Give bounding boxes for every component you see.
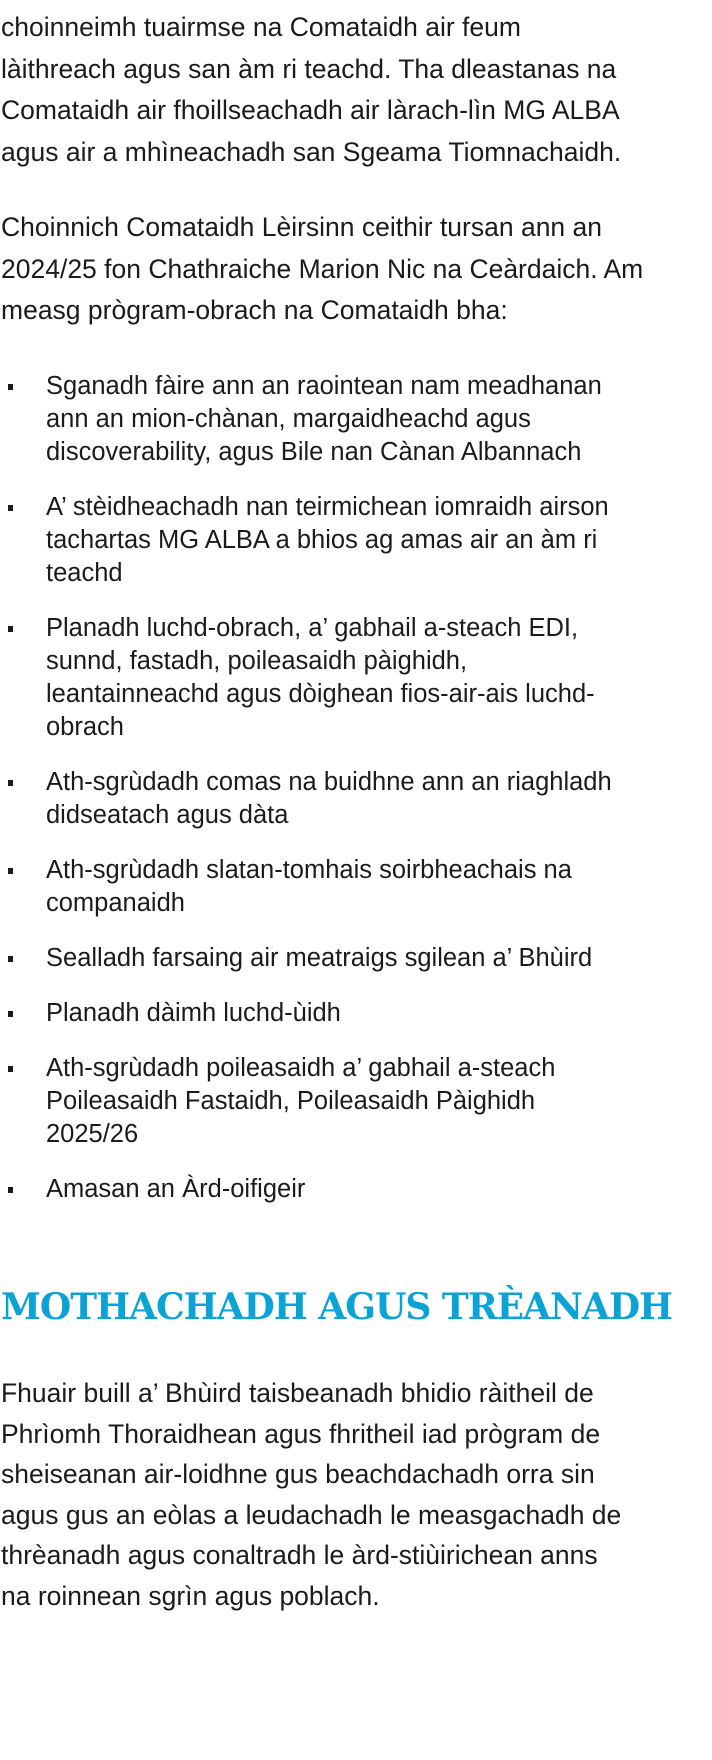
text-line: na roinnean sgrìn agus poblach. xyxy=(1,1580,380,1611)
list-item xyxy=(0,1173,712,1206)
text-line: agus gus an eòlas a leudachadh le measgachadh de xyxy=(1,1499,622,1530)
list-item xyxy=(0,491,712,590)
text-line: Comataidh air fhoillseachadh air làrach-lìn MG ALBA xyxy=(1,95,620,125)
work-programme-list xyxy=(0,370,712,1228)
bullet-square-icon xyxy=(8,868,13,874)
list-item-text: ann an mion-chànan, margaidheachd agus xyxy=(46,405,531,433)
list-item-text: companaidh xyxy=(46,889,185,917)
list-item xyxy=(0,1052,712,1151)
text-line: thrèanadh agus conaltradh le àrd-stiùirichean anns xyxy=(1,1540,598,1570)
bullet-square-icon xyxy=(8,626,13,632)
list-item-text: teachd xyxy=(46,559,123,587)
list-item-text: tachartas MG ALBA a bhios ag amas air an àm ri xyxy=(46,526,598,554)
list-item-text: Sealladh farsaing air meatraigs sgilean a’ Bhùird xyxy=(46,944,593,972)
bullet-square-icon xyxy=(8,780,13,786)
bullet-square-icon xyxy=(8,505,13,511)
list-item-text: Planadh dàimh luchd-ùidh xyxy=(46,999,341,1027)
text-line: Choinnich Comataidh Lèirsinn ceithir tursan ann an xyxy=(1,212,603,242)
bullet-square-icon xyxy=(8,1187,13,1193)
list-item-text: leantainneachd agus dòighean fios-air-ais luchd- xyxy=(46,680,595,708)
bullet-square-icon xyxy=(8,384,13,390)
list-item-text: Ath-sgrùdadh slatan-tomhais soirbheachais na xyxy=(46,856,572,884)
text-line: choinneimh tuairmse na Comataidh air feum xyxy=(1,12,521,42)
training-paragraph xyxy=(1,1373,621,1616)
list-item-text: discoverability, agus Bile nan Cànan Albannach xyxy=(46,438,582,466)
list-item-text: didseatach agus dàta xyxy=(46,801,289,829)
list-item xyxy=(0,766,712,832)
meetings-paragraph xyxy=(1,207,643,332)
text-line: sheiseanan air-loidhne gus beachdachadh orra sin xyxy=(1,1459,595,1489)
list-item-text: Ath-sgrùdadh poileasaidh a’ gabhail a-steach xyxy=(46,1054,556,1082)
list-item-text: Amasan an Àrd-oifigeir xyxy=(46,1175,306,1203)
list-item-text: A’ stèidheachadh nan teirmichean iomraidh airson xyxy=(46,493,609,521)
section-heading: MOTHACHADH AGUS TRÈANADH xyxy=(1,1286,673,1328)
list-item-text: sunnd, fastadh, poileasaidh pàighidh, xyxy=(46,647,468,675)
list-item xyxy=(0,854,712,920)
list-item-text: 2025/26 xyxy=(46,1120,139,1148)
text-line: làithreach agus san àm ri teachd. Tha dleastanas na xyxy=(1,53,617,84)
list-item xyxy=(0,612,712,744)
bullet-square-icon xyxy=(8,1011,13,1017)
text-line: 2024/25 fon Chathraiche Marion Nic na Ceàrdaich. Am xyxy=(1,253,644,284)
text-line: measg prògram-obrach na Comataidh bha: xyxy=(1,295,508,325)
list-item-text: obrach xyxy=(46,713,124,741)
bullet-square-icon xyxy=(8,956,13,962)
text-line: Phrìomh Thoraidhean agus fhritheil iad prògram de xyxy=(1,1418,601,1449)
list-item-text: Sganadh fàire ann an raointean nam meadhanan xyxy=(46,372,602,400)
list-item-text: Planadh luchd-obrach, a’ gabhail a-steach EDI, xyxy=(46,614,579,642)
bullet-square-icon xyxy=(8,1066,13,1072)
list-item-text: Ath-sgrùdadh comas na buidhne ann an riaghladh xyxy=(46,768,612,796)
list-item-text: Poileasaidh Fastaidh, Poileasaidh Pàighidh xyxy=(46,1087,536,1115)
text-line: agus air a mhìneachadh san Sgeama Tiomnachaidh. xyxy=(1,136,622,167)
intro-paragraph xyxy=(1,7,621,173)
list-item xyxy=(0,942,712,975)
text-line: Fhuair buill a’ Bhùird taisbeanadh bhidio ràitheil de xyxy=(1,1378,594,1408)
list-item xyxy=(0,997,712,1030)
list-item xyxy=(0,370,712,469)
